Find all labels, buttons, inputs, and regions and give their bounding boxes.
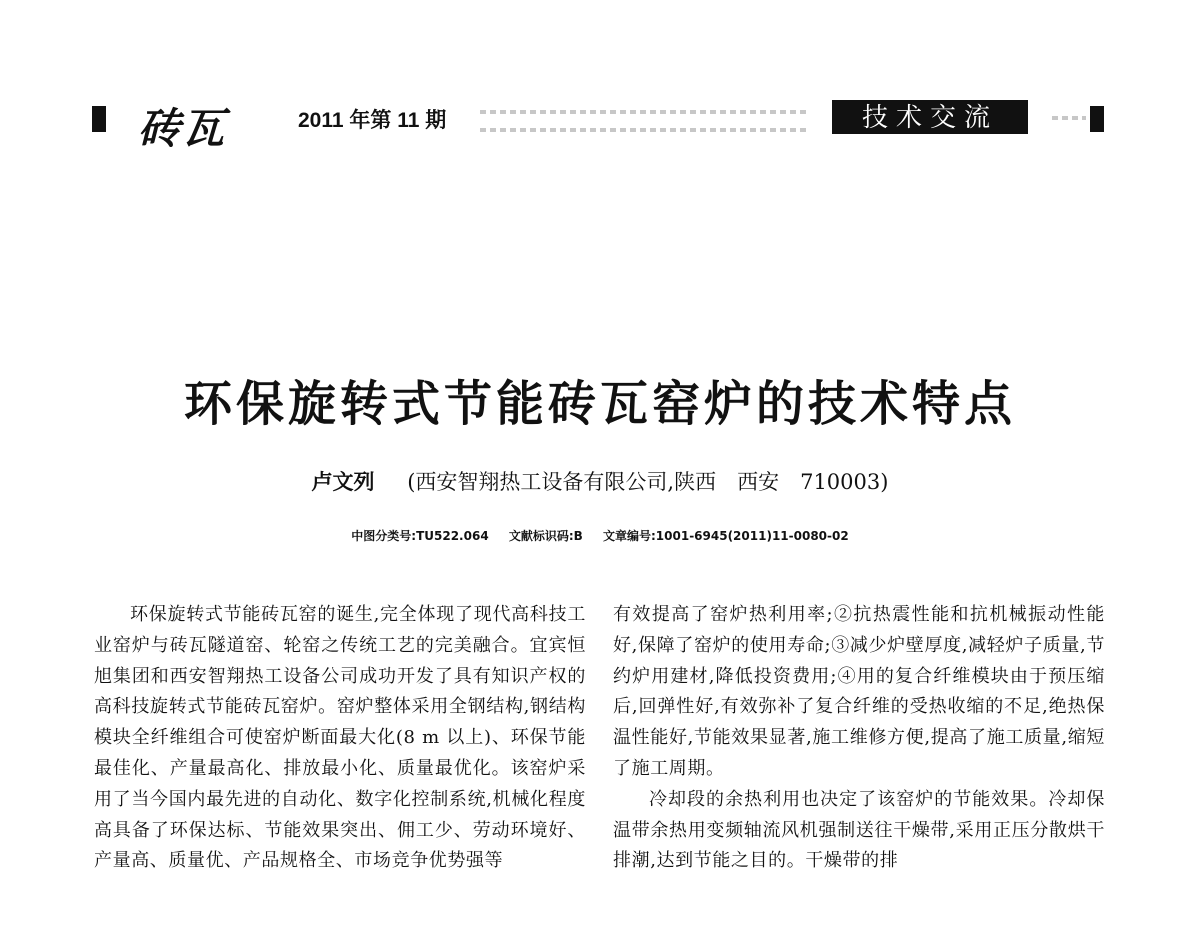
article-title: 环保旋转式节能砖瓦窑炉的技术特点 <box>183 376 1016 432</box>
body-column-right <box>613 600 1105 877</box>
header-rule-bottom <box>480 128 810 132</box>
author-name: 卢文列 <box>311 469 375 494</box>
header-left-mark <box>92 106 106 132</box>
header-rule-top <box>480 110 810 114</box>
byline <box>0 466 1200 496</box>
section-label: 技术交流 <box>832 100 1028 134</box>
classification-number: 中图分类号:TU522.064 <box>351 529 489 543</box>
issue-label: 2011 年第 11 期 <box>298 109 447 132</box>
running-header <box>92 98 1104 153</box>
body-column-left <box>94 600 586 877</box>
author-affiliation: (西安智翔热工设备有限公司,陕西 西安 710003) <box>407 470 889 494</box>
header-right-mark <box>1090 106 1104 132</box>
article-metadata <box>0 527 1200 544</box>
body-paragraph: 有效提高了窑炉热利用率;②抗热震性能和抗机械振动性能好,保障了窑炉的使用寿命;③减少炉壁厚度,减轻炉子质量,节约炉用建材,降低投资费用;④用的复合纤维模块由于预压缩后,回弹性好,有效弥补了复合纤维的受热收缩的不足,绝热保温性能好,节能效果显著,施工维修方便,提高了施工质量,缩短了施工周期。 <box>613 604 1105 779</box>
body-paragraph: 环保旋转式节能砖瓦窑的诞生,完全体现了现代高科技工业窑炉与砖瓦隧道窑、轮窑之传统工艺的完美融合。宜宾恒旭集团和西安智翔热工设备公司成功开发了具有知识产权的高科技旋转式节能砖瓦窑炉。窑炉整体采用全钢结构,钢结构模块全纤维组合可使窑炉断面最大化(8 m 以上)、环保节能最佳化、产量最高化、排放最小化、质量最优化。该窑炉采用了当今国内最先进的自动化、数字化控制系统,机械化程度高具备了环保达标、节能效果突出、佣工少、劳动环境好、产量高、质量优、产品规格全、市场竞争优势强等 <box>94 604 586 872</box>
article-number: 文章编号:1001-6945(2011)11-0080-02 <box>603 529 849 543</box>
document-code: 文献标识码:B <box>508 529 583 543</box>
journal-logo: 砖瓦 <box>138 104 227 153</box>
header-rule-right <box>1052 116 1086 120</box>
body-paragraph: 冷却段的余热利用也决定了该窑炉的节能效果。冷却保温带余热用变频轴流风机强制送往干燥带,采用正压分散烘干排潮,达到节能之目的。干燥带的排 <box>613 788 1105 872</box>
